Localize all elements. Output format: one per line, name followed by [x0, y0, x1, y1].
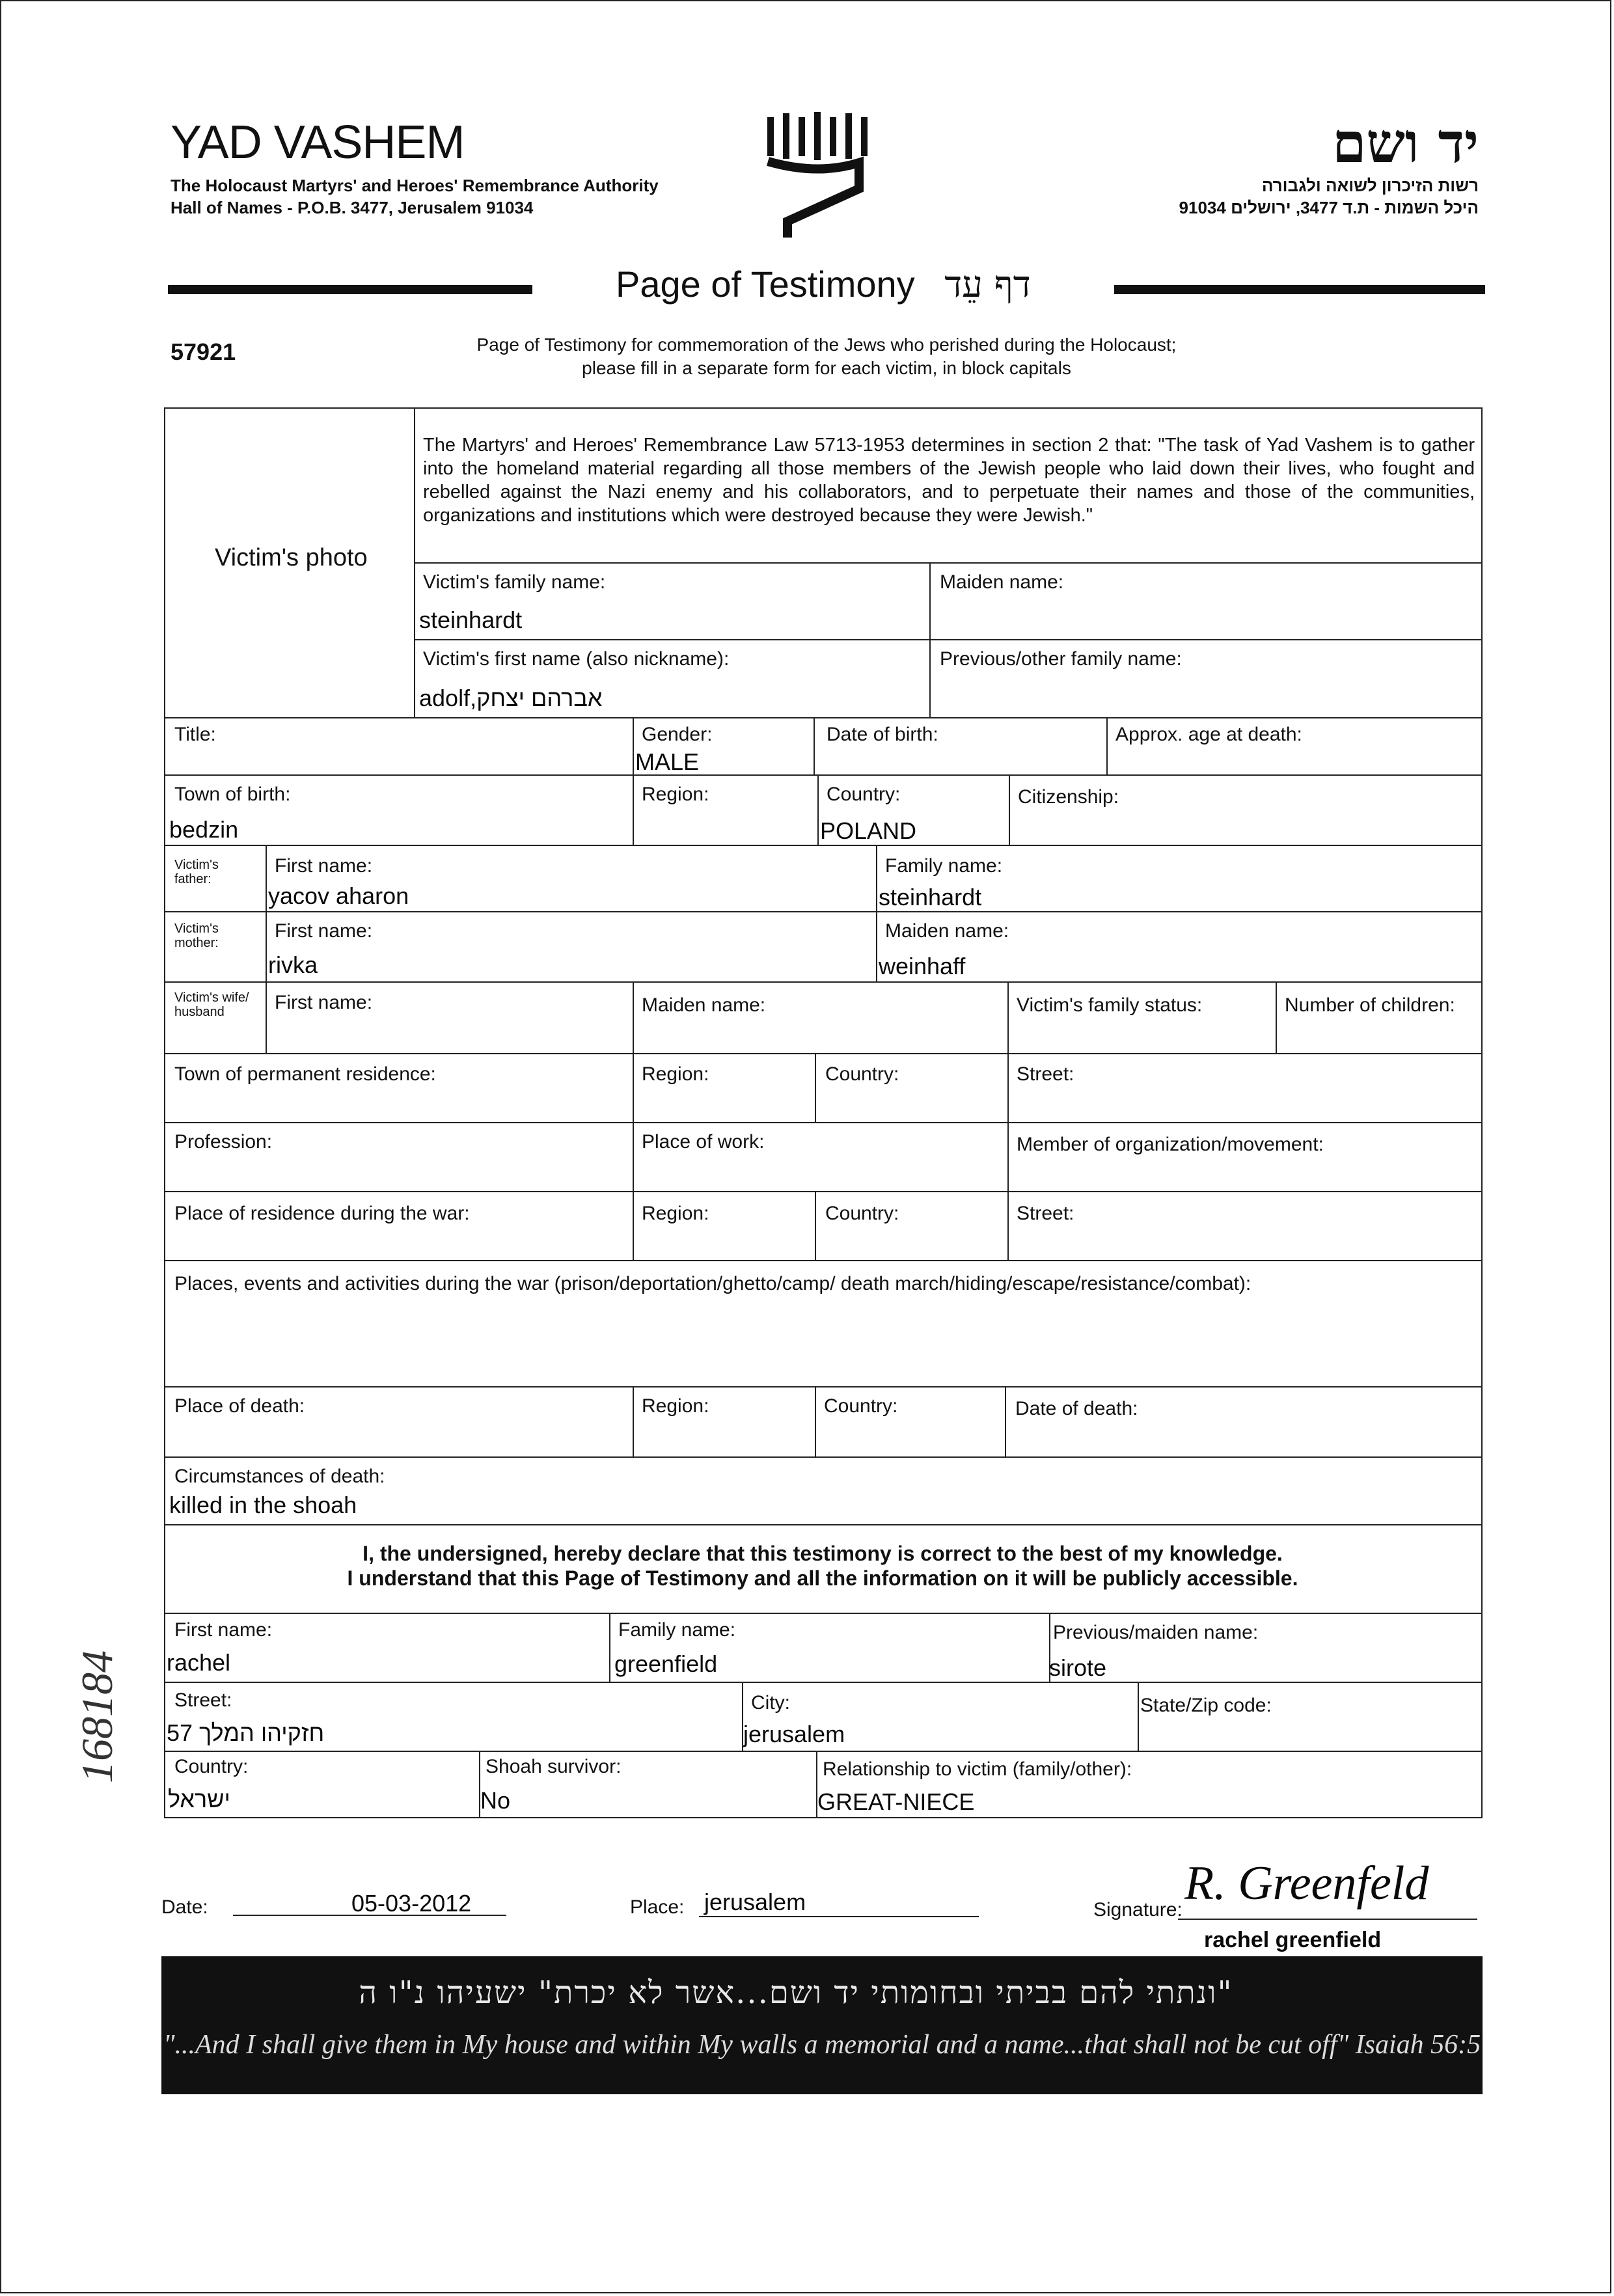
- yad-vashem-menorah-logo: [761, 111, 872, 241]
- number-of-children-field[interactable]: [1276, 981, 1483, 1054]
- number-of-children-label: Number of children:: [1285, 994, 1455, 1016]
- submitter-previous-name-value: sirote: [1049, 1654, 1107, 1681]
- circumstances-label: Circumstances of death:: [174, 1466, 385, 1487]
- header-en-line2: Hall of Names - P.O.B. 3477, Jerusalem 91034: [171, 198, 534, 217]
- relationship-value: GREAT-NIECE: [817, 1788, 975, 1815]
- war-street-label: Street:: [1017, 1203, 1074, 1224]
- header-he-subtitle: [1179, 174, 1479, 219]
- gender-label: Gender:: [642, 724, 713, 745]
- intro-line2: please fill in a separate form for each victim, in block capitals: [582, 358, 1071, 378]
- law-text: The Martyrs' and Heroes' Remembrance Law 5713-1953 determines in section 2 that: "The task of Yad Vashem is to gather into the homeland material regarding all those members of the Jewish people who laid down their lives, who fought and rebelled against the Nazi enemy and his collaborators, and to perpetuate their names and those of the communities, organizations and institutions which were destroyed because they were Jewish.": [423, 435, 1475, 526]
- member-organization-field[interactable]: [1007, 1122, 1483, 1192]
- war-region-field[interactable]: [633, 1191, 816, 1261]
- citizenship-label: Citizenship:: [1018, 786, 1119, 808]
- date-value[interactable]: 05-03-2012: [351, 1890, 472, 1917]
- permanent-region-label: Region:: [642, 1063, 709, 1085]
- town-of-birth-value: bedzin: [169, 816, 239, 843]
- father-first-name-label: First name:: [275, 855, 373, 877]
- isaiah-quote-banner: [161, 1956, 1483, 2094]
- declaration-line1: I, the undersigned, hereby declare that this testimony is correct to the best of my knowledge.: [362, 1542, 1283, 1565]
- header-en-title: YAD VASHEM: [171, 116, 465, 169]
- place-value[interactable]: jerusalem: [704, 1889, 806, 1915]
- birth-country-value: POLAND: [820, 817, 917, 844]
- submitter-country-label: Country:: [174, 1756, 249, 1777]
- handwritten-side-number: 168184: [72, 1650, 122, 1783]
- town-of-birth-label: Town of birth:: [174, 784, 291, 805]
- victim-family-name-value: steinhardt: [419, 607, 523, 633]
- date-of-death-field[interactable]: [1005, 1386, 1483, 1458]
- submitter-city-label: City:: [751, 1692, 790, 1714]
- submitter-first-name-value: rachel: [167, 1649, 231, 1676]
- approx-age-label: Approx. age at death:: [1115, 724, 1302, 745]
- place-of-work-label: Place of work:: [642, 1131, 765, 1153]
- header-en-subtitle: [171, 174, 659, 219]
- mother-side-label: Victim's mother:: [174, 922, 219, 950]
- title-rule-left: [168, 285, 532, 294]
- submitter-city-value: jerusalem: [743, 1721, 845, 1747]
- header-he-line2: היכל השמות - ת.ד 3477, ירושלים 91034: [1179, 198, 1479, 217]
- document-number: 57921: [171, 338, 236, 365]
- mother-maiden-name-value: weinhaff: [879, 953, 966, 979]
- spouse-maiden-name-label: Maiden name:: [642, 994, 766, 1016]
- father-family-name-label: Family name:: [885, 855, 1003, 877]
- war-country-field[interactable]: [815, 1191, 1009, 1261]
- father-family-name-value: steinhardt: [879, 884, 982, 910]
- birth-region-label: Region:: [642, 784, 709, 805]
- family-status-label: Victim's family status:: [1017, 994, 1203, 1016]
- page-title-en: Page of Testimony: [616, 264, 915, 305]
- war-events-label: Places, events and activities during the war (prison/deportation/ghetto/camp/ death march/hiding/escape/resistance/combat):: [174, 1273, 1252, 1294]
- place-label: Place:: [630, 1896, 685, 1918]
- death-country-label: Country:: [824, 1395, 898, 1417]
- previous-family-name-label: Previous/other family name:: [940, 648, 1182, 670]
- birth-country-label: Country:: [827, 784, 901, 805]
- victim-first-name-label: Victim's first name (also nickname):: [423, 648, 730, 670]
- declaration-text: [164, 1541, 1481, 1591]
- submitter-first-name-label: First name:: [174, 1619, 273, 1641]
- quote-english: "...And I shall give them in My house and within My walls a memorial and a name...that shall not be cut off" Isaiah 56:5: [163, 2030, 1481, 2060]
- signature-label: Signature:: [1093, 1899, 1183, 1920]
- intro-text: [364, 333, 1289, 380]
- war-country-label: Country:: [825, 1203, 899, 1224]
- death-region-label: Region:: [642, 1395, 709, 1417]
- permanent-town-label: Town of permanent residence:: [174, 1063, 436, 1085]
- submitter-previous-name-label: Previous/maiden name:: [1053, 1622, 1259, 1643]
- signature-line: [1178, 1919, 1477, 1920]
- mother-first-name-label: First name:: [275, 920, 373, 942]
- victim-first-name-value: adolf,אברהם יצחק: [419, 685, 603, 711]
- permanent-country-label: Country:: [825, 1063, 899, 1085]
- permanent-street-field[interactable]: [1007, 1053, 1483, 1123]
- citizenship-field[interactable]: [1009, 774, 1483, 846]
- signature-handwritten[interactable]: R. Greenfeld: [1184, 1857, 1429, 1910]
- date-label: Date:: [161, 1896, 208, 1918]
- mother-first-name-value: rivka: [268, 951, 318, 978]
- spouse-side-label: Victim's wife/ husband: [174, 991, 249, 1019]
- circumstances-value: killed in the shoah: [169, 1492, 357, 1518]
- page-title: [616, 263, 1031, 306]
- title-field[interactable]: [164, 717, 634, 776]
- war-residence-field[interactable]: [164, 1191, 634, 1261]
- shoah-survivor-label: Shoah survivor:: [486, 1756, 622, 1777]
- victim-photo-label: Victim's photo: [215, 544, 368, 571]
- submitter-state-zip-field[interactable]: [1138, 1682, 1483, 1752]
- title-label: Title:: [174, 724, 216, 745]
- war-residence-label: Place of residence during the war:: [174, 1203, 470, 1224]
- page-title-he: דף עֵד: [944, 264, 1031, 306]
- maiden-name-label: Maiden name:: [940, 571, 1064, 593]
- submitter-family-name-label: Family name:: [618, 1619, 736, 1641]
- submitter-country-value: ישראל: [168, 1786, 230, 1812]
- spouse-first-name-label: First name:: [275, 992, 373, 1013]
- spouse-maiden-name-field[interactable]: [633, 981, 1009, 1054]
- submitter-street-label: Street:: [174, 1689, 232, 1711]
- father-side-label: Victim's father:: [174, 858, 219, 886]
- header-he-title: יד ושם: [1332, 111, 1479, 175]
- date-of-death-label: Date of death:: [1015, 1398, 1138, 1419]
- header-en-line1: The Holocaust Martyrs' and Heroes' Remembrance Authority: [171, 176, 659, 195]
- father-first-name-value: yacov aharon: [268, 882, 409, 909]
- war-region-label: Region:: [642, 1203, 709, 1224]
- war-street-field[interactable]: [1007, 1191, 1483, 1261]
- mother-maiden-name-label: Maiden name:: [885, 920, 1009, 942]
- signer-name: rachel greenfield: [1204, 1928, 1382, 1952]
- member-organization-label: Member of organization/movement:: [1017, 1134, 1324, 1155]
- title-rule-right: [1114, 285, 1485, 294]
- permanent-street-label: Street:: [1017, 1063, 1074, 1085]
- header-he-line1: רשות הזיכרון לשואה ולגבורה: [1261, 176, 1479, 195]
- profession-label: Profession:: [174, 1131, 273, 1153]
- place-of-death-label: Place of death:: [174, 1395, 305, 1417]
- submitter-street-value: 57 חזקיהו המלך: [167, 1719, 325, 1746]
- gender-value: MALE: [635, 748, 700, 775]
- declaration-line2: I understand that this Page of Testimony and all the information on it will be publicly accessible.: [347, 1566, 1298, 1590]
- date-of-birth-label: Date of birth:: [827, 724, 938, 745]
- intro-line1: Page of Testimony for commemoration of the Jews who perished during the Holocaust;: [476, 335, 1177, 355]
- quote-hebrew: "ונתתי להם בביתי ובחומותי יד ושם...אשר לא יכרת" ישעיהו נ"ו ה: [359, 1975, 1233, 2011]
- shoah-survivor-value: No: [480, 1787, 511, 1814]
- relationship-label: Relationship to victim (family/other):: [823, 1758, 1132, 1780]
- submitter-family-name-value: greenfield: [614, 1650, 718, 1677]
- place-line: [699, 1916, 979, 1917]
- victim-family-name-label: Victim's family name:: [423, 571, 606, 593]
- family-status-field[interactable]: [1007, 981, 1277, 1054]
- submitter-state-zip-label: State/Zip code:: [1140, 1695, 1272, 1716]
